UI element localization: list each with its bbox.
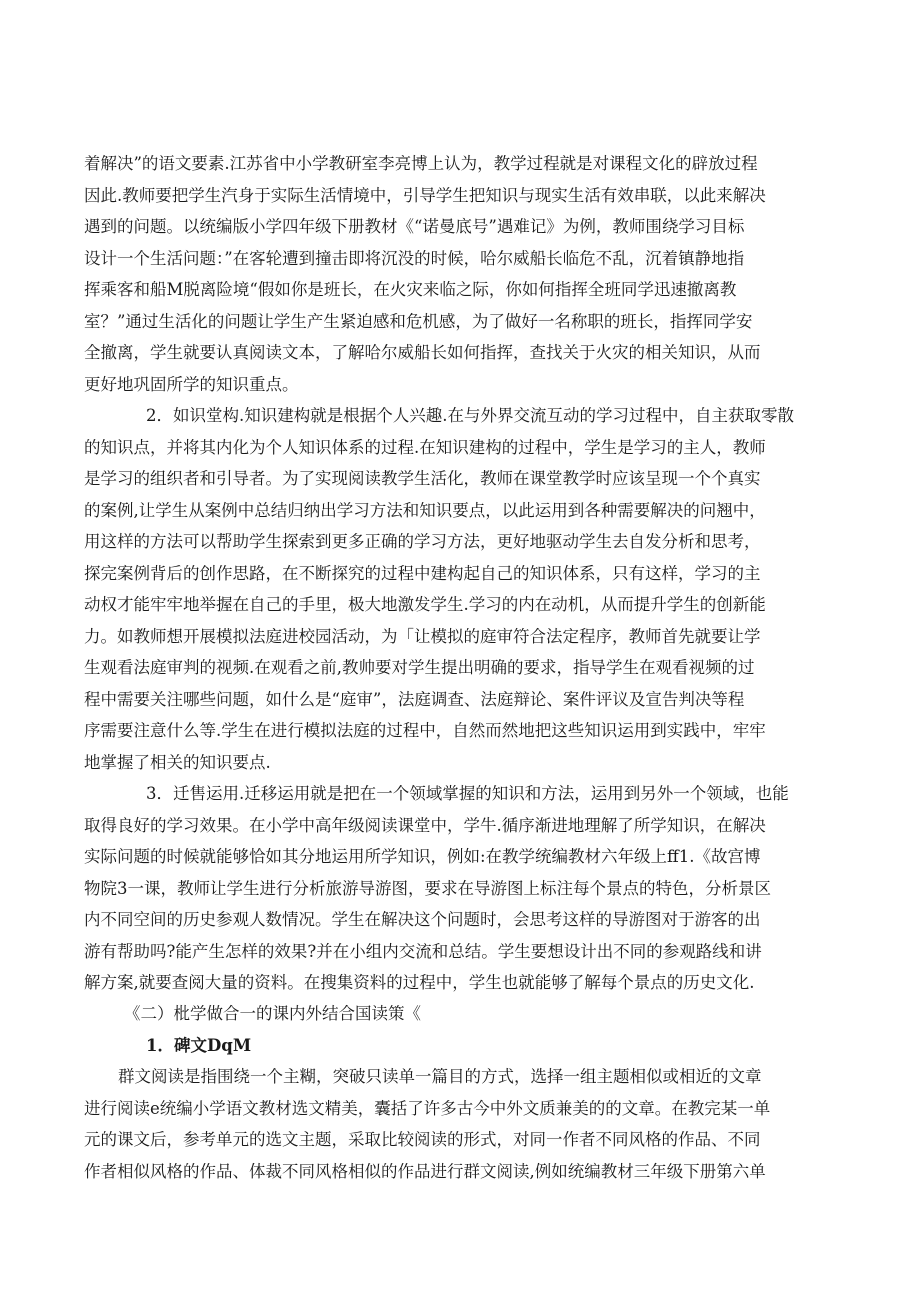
section-heading-text: 《二）枇学做合一的课内外结合国读策《 xyxy=(124,1004,421,1023)
text-line: 生观看法庭审判的视频.在观看之前,教帅要对学生提出明确的要求，指导学生在观看视频的过 xyxy=(84,658,755,677)
paragraph-first-line: 2．如识堂构.知识建构就是根据个人兴趣.在与外界交流互动的学习过程中，自主获取零散 xyxy=(146,406,794,425)
text-line: 因此.教师要把学生汽身于实际生活情境中，引导学生把知识与现实生活有效串联，以此来解决 xyxy=(84,185,766,205)
text-line: 实际问题的时候就能够恰如其分地运用所学知识，例如:在教学统编教材六年级上ff1.《故宫博 xyxy=(84,847,761,866)
paragraph-item-3 xyxy=(84,778,844,999)
paragraph-group-reading xyxy=(84,1061,844,1187)
text-line: 是学习的组织者和引导者。为了实现阅读教学生活化，教师在课堂教学时应该呈现一个个真实 xyxy=(84,469,761,488)
text-line: 内不同空间的历史参观人数情况。学生在解决这个问题时，会思考这样的导游图对于游客的出 xyxy=(84,910,761,929)
text-line: 取得良好的学习效果。在小学中高年级阅读课堂中，学牛.循序渐进地理解了所学知识，在解决 xyxy=(84,815,766,835)
text-line: 设计一个生活问题：”在客轮遭到撞击即将沉没的时候，哈尔威船长临危不乱，沉着镇静地指 xyxy=(84,248,745,268)
subsection-heading xyxy=(84,1030,844,1062)
text-line: 解方案,就要查阅大量的资料。在搜集资料的过程中，学生也就能够了解每个景点的历史文化. xyxy=(84,973,755,992)
text-line: 作者相似风格的作品、体裁不同风格相似的作品进行群文阅读,例如统编教材三年级下册第六单 xyxy=(84,1161,766,1181)
section-heading xyxy=(84,998,844,1030)
text-line: 序需要注意什么等.学生在进行模拟法庭的过程中，自然而然地把这些知识运用到实践中，牢牢 xyxy=(84,721,766,740)
paragraph-first-line: 群文阅读是指围绕一个主糊，突破只读单一篇目的方式，选择一组主题相似或相近的文章 xyxy=(118,1067,762,1086)
text-line: 的案例,让学生从案例中总结归纳出学习方法和知识要点，以此运用到各种需要解决的问翘中， xyxy=(84,500,766,520)
text-line: 元的课文后，参考单元的选文主题，采取比较阅读的形式，对同一作者不同风格的作品、不同 xyxy=(84,1130,761,1149)
text-line: 进行阅读e统编小学语文教材选文精美，囊括了许多古今中外文质兼美的的文章。在教完某一单 xyxy=(84,1098,771,1118)
text-line: 用这样的方法可以帮助学生探索到更多正确的学习方法，更好地驱动学生去自发分析和思考， xyxy=(84,532,761,551)
text-line: 游有帮助吗?能产生怎样的效果?并在小组内交流和总结。学生要想设计出不同的参观路线和讲 xyxy=(84,941,762,961)
text-line: 地掌握了相关的知识要点. xyxy=(84,752,271,772)
paragraph-continuation xyxy=(84,148,844,400)
paragraph-first-line: 3．迁售运用.迁移运用就是把在一个领域掌握的知识和方法，运用到另外一个领域，也能 xyxy=(146,784,789,803)
subsection-heading-text: 1．碑文DqM xyxy=(146,1036,252,1055)
text-line: 物院3一课，教师让学生进行分析旅游导游图，要求在导游图上标注每个景点的特色，分析景区 xyxy=(84,878,771,898)
text-line: 挥乘客和船M脱离险境“假如你是班长，在火灾来临之际，你如何指挥全班同学迅速撤离教 xyxy=(84,280,737,299)
text-line: 动权才能牢牢地举握在自己的手里，极大地激发学生.学习的内在动机，从而提升学生的创新能 xyxy=(84,595,766,614)
text-line: 遇到的问题。以统编版小学四年级下册教材《“诺曼底号”遇难记》为例，教师围绕学习目标 xyxy=(84,217,745,236)
text-line: 的知识点，并将其内化为个人知识体系的过程.在知识建构的过程中，学生是学习的主人，教师 xyxy=(84,437,766,457)
paragraph-item-2 xyxy=(84,400,844,778)
text-line: 着解决”的语文要素.江苏省中小学教研室李亮博上认为，教学过程就是对课程文化的辟放过程 xyxy=(84,154,758,173)
text-line: 探完案例背后的创作思路，在不断探究的过程中建构起自己的知识体系，只有这样，学习的主 xyxy=(84,563,761,583)
text-line: 室？”通过生活化的问题让学生产生紧迫感和危机感，为了做好一名称职的班长，指挥同学安 xyxy=(84,311,753,331)
text-line: 程中需要关注哪些问题，如什么是“庭审”，法庭调查、法庭辩论、案件评议及宣告判决等程 xyxy=(84,689,745,709)
text-line: 力。如教师想开展模拟法庭进校园活动，为「让模拟的庭审符合法定程序，教师首先就要让学 xyxy=(84,626,761,646)
text-line: 更好地巩固所学的知识重点。 xyxy=(84,374,299,394)
text-line: 全撤离，学生就要认真阅读文本，了解哈尔威船长如何指挥，查找关于火灾的相关知识，从而 xyxy=(84,343,761,362)
